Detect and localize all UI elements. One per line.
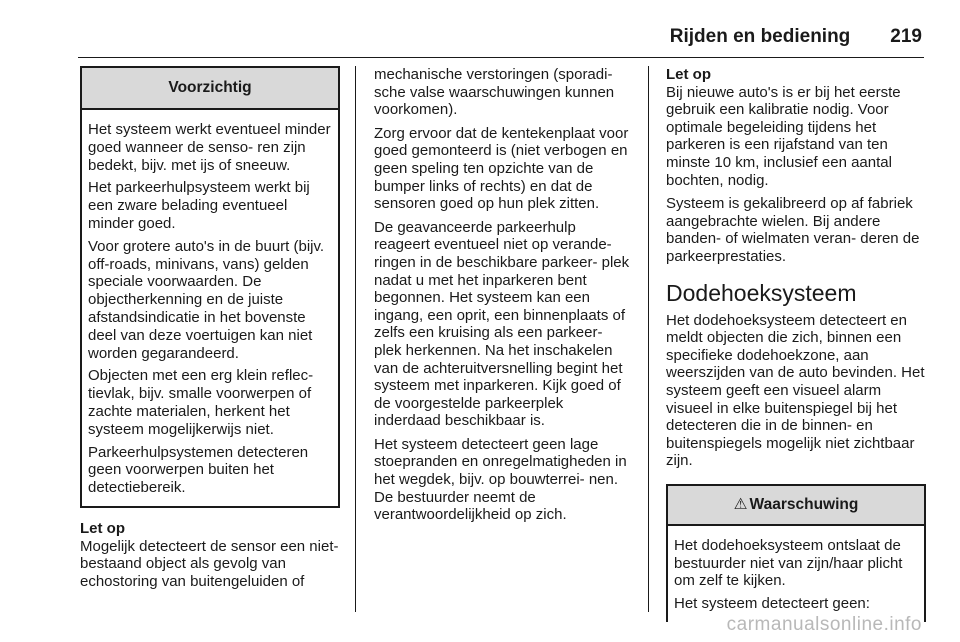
note-1-title: Let op	[80, 519, 125, 537]
warning-paragraph: Het systeem detecteert geen:	[674, 595, 870, 613]
column-divider-1	[355, 66, 356, 612]
note-1-text: Mogelijk detecteert de sensor een niet-bestaand object als gevolg van echostoring van buitengeluiden of	[80, 537, 339, 590]
watermark: carmanualsonline.info	[726, 614, 922, 635]
section-heading: Dodehoeksysteem	[666, 279, 857, 306]
warning-paragraph: Het dodehoeksysteem ontslaat de bestuurder niet van zijn/haar plicht om zelf te kijken.	[674, 536, 903, 590]
caution-box-title: Voorzichtig	[82, 68, 338, 110]
note-2	[666, 66, 926, 266]
column-2	[374, 66, 632, 530]
column-1	[80, 66, 340, 590]
warning-box-header	[668, 486, 924, 526]
caution-box-body	[82, 110, 338, 506]
section-text: Het dodehoeksysteem detecteert en meldt objecten die zich, binnen een specifieke dodehoekzone, aan weerszijden van de auto bevinden. Het systeem geeft een visueel alarm visueel in elke buitenspiegel bij het detecteren die in de binnen- en buitenspiegels mogelijk niet zichtbaar zijn.	[666, 311, 925, 470]
section-title: Rijden en bediening	[669, 26, 851, 47]
warning-box	[666, 484, 926, 622]
body-paragraph: De geavanceerde parkeerhulp reageert eventueel niet op verande- ringen in de beschikbare parkeer- plek nadat u met het inparkeren bent begonnen. Het systeem kan een ingang, een oprit, een binnenplaats of zelfs een kruising als een parkeer- plek herkennen. Na het inschakelen van de achteruitversnelling begint het systeem met inparkeren. Kijk goed of de voorgestelde parkeerplek inderdaad beschikbaar is.	[374, 218, 630, 430]
column-3	[666, 66, 926, 622]
header-rule	[78, 57, 924, 58]
note-2-title: Let op	[666, 66, 711, 83]
note-2-text: Bij nieuwe auto's is er bij het eerste gebruik een kalibratie nodig. Voor optimale begeleiding tijdens het parkeren is een rijafstand van ten minste 10 km, inclusief een aantal bochten, nodig.	[666, 83, 901, 189]
page-number: 219	[890, 26, 922, 47]
body-paragraph: Het systeem detecteert geen lage stoepranden en onregelmatigheden in het wegdek, bijv. op bouwterrei- nen. De bestuurder neemt de verantwoordelijkheid op zich.	[374, 435, 627, 524]
caution-paragraph: Het parkeerhulpsysteem werkt bij een zware belading eventueel minder goed.	[88, 179, 310, 232]
body-paragraph: mechanische verstoringen (sporadi- sche valse waarschuwingen kunnen voorkomen).	[374, 66, 615, 119]
caution-paragraph: Voor grotere auto's in de buurt (bijv. off-roads, minivans, vans) gelden speciale voorwaarden. De objectherkenning en de juiste afstandsindicatie in het bovenste deel van deze voertuigen kan niet worden gegarandeerd.	[88, 237, 325, 362]
caution-box	[80, 66, 340, 508]
page-header	[622, 26, 922, 48]
body-paragraph: Zorg ervoor dat de kentekenplaat voor goed gemonteerd is (niet verbogen en geen speling ten opzichte van de bumper links of rechts) en dat de sensoren goed op hun plek zitten.	[374, 124, 629, 213]
caution-paragraph: Het systeem werkt eventueel minder goed wanneer de senso- ren zijn bedekt, bijv. met ijs of sneeuw.	[88, 121, 331, 174]
column-divider-2	[648, 66, 649, 612]
caution-paragraph: Parkeerhulpsystemen detecteren geen voorwerpen buiten het detectiebereik.	[88, 443, 309, 497]
caution-paragraph: Objecten met een erg klein reflec- tievlak, bijv. smalle voorwerpen of zachte materialen, herkent het systeem mogelijkerwijs niet.	[88, 367, 314, 438]
warning-box-title: Waarschuwing	[749, 495, 859, 513]
warning-icon: ⚠	[733, 495, 748, 513]
note-2-text-2: Systeem is gekalibreerd op af fabriek aangebrachte wielen. Bij andere banden- of wielmaten veran- deren de parkeerprestaties.	[666, 195, 920, 265]
warning-box-body	[668, 526, 924, 622]
note-1	[80, 520, 340, 590]
